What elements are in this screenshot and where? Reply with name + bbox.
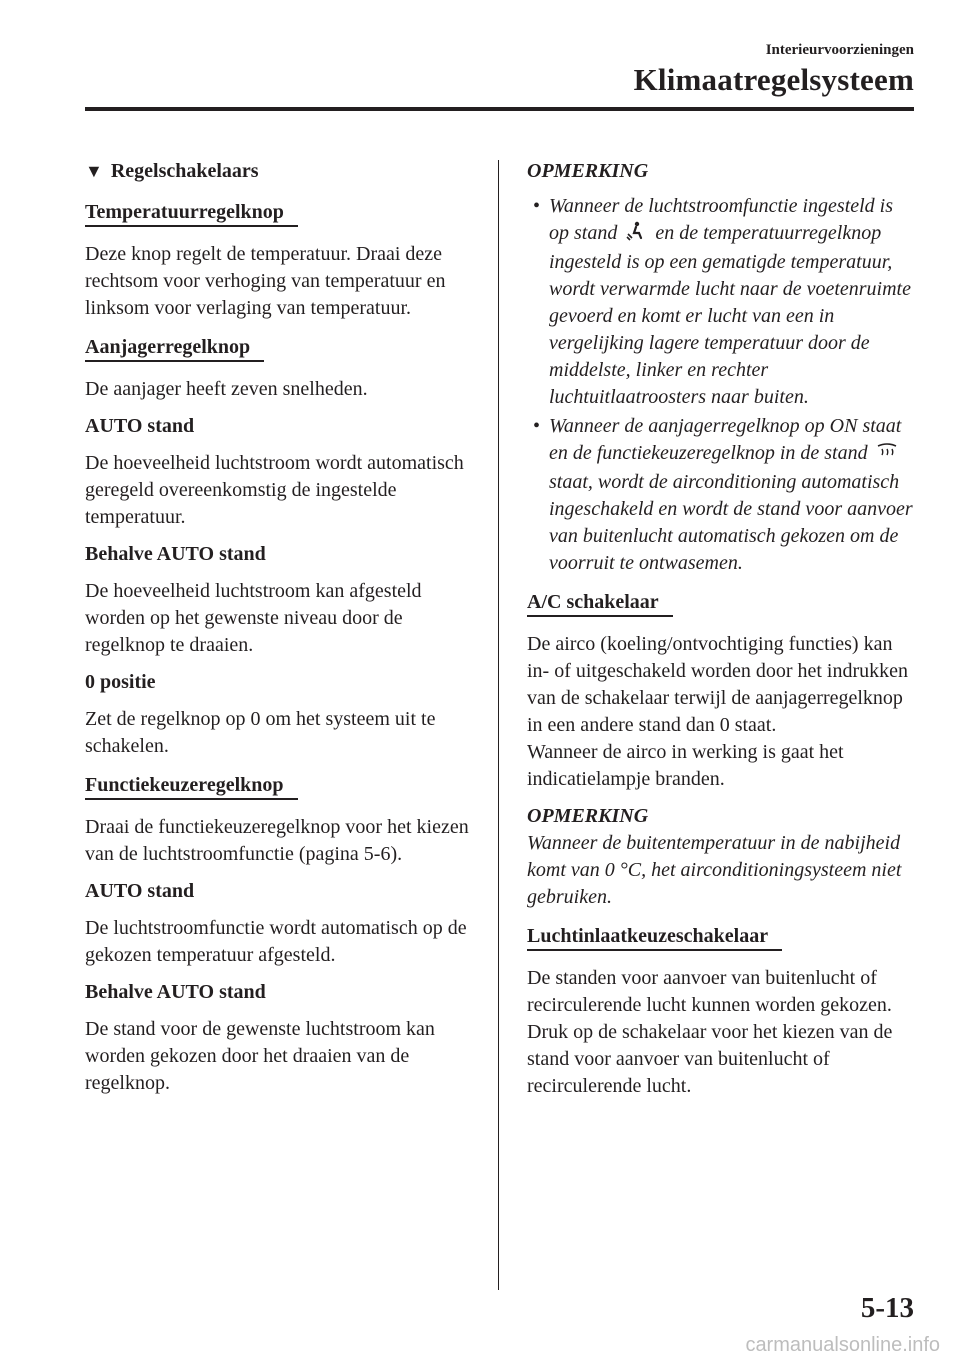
note1-item1-pre: Wanneer de luchtstroomfunctie ingesteld is op stand (549, 195, 894, 244)
fan-other-text: De hoeveelheid luchtstroom kan afgesteld worden op het gewenste niveau door de regelknop te draaien. (85, 580, 422, 656)
right-column (527, 158, 917, 1110)
mode-auto-text: De luchtstroomfunctie wordt automatisch op de gekozen temperatuur afgesteld. (85, 917, 467, 966)
note1-list (527, 193, 917, 577)
note2-title: OPMERKING (527, 805, 649, 827)
mode-auto-label: AUTO stand (85, 880, 195, 902)
intake-text: De standen voor aanvoer van buitenlucht of recirculerende lucht kunnen worden gekozen. Druk op de schakelaar voor het kiezen van de stand voor aanvoer van buitenlucht of recirculerende lucht. (527, 967, 893, 1097)
fan-auto-label: AUTO stand (85, 415, 195, 437)
watermark: carmanualsonline.info (745, 1334, 940, 1356)
column-divider (498, 160, 499, 1290)
main-heading-text: Regelschakelaars (110, 160, 259, 182)
windshield-defrost-icon (877, 441, 897, 469)
left-column (85, 158, 470, 1107)
list-item (527, 193, 917, 411)
ac-text2: Wanneer de airco in werking is gaat het indicatielampje branden. (527, 741, 844, 790)
main-heading (85, 158, 470, 185)
note1-item2-pre: Wanneer de aanjagerregelknop op ON staat en de functiekeuzeregelknop in de stand (549, 415, 902, 464)
seat-floor-airflow-icon (626, 221, 646, 249)
mode-heading: Functiekeuzeregelknop (85, 773, 298, 800)
triangle-icon: ▼ (85, 161, 103, 181)
intake-heading: Luchtinlaatkeuzeschakelaar (527, 924, 782, 951)
temp-heading: Temperatuurregelknop (85, 200, 298, 227)
page-title: Klimaatregelsysteem (633, 62, 914, 97)
fan-text: De aanjager heeft zeven snelheden. (85, 378, 368, 400)
bullet: • (533, 195, 541, 217)
ac-text1: De airco (koeling/ontvochtiging functies) kan in- of uitgeschakeld worden door het indrukken van de schakelaar terwijl de aanjagerregelknop in een andere stand dan 0 staat. (527, 633, 909, 736)
fan-auto-text: De hoeveelheid luchtstroom wordt automatisch geregeld overeenkomstig de ingestelde temperatuur. (85, 452, 464, 528)
note2-text: Wanneer de buitentemperatuur in de nabijheid komt van 0 °C, het airconditioningsysteem niet gebruiken. (527, 832, 902, 908)
header-section: Interieurvoorzieningen (765, 42, 914, 58)
temp-text: Deze knop regelt de temperatuur. Draai deze rechtsom voor verhoging van temperatuur en linksom voor verlaging van temperatuur. (85, 243, 446, 319)
fan-other-label: Behalve AUTO stand (85, 543, 266, 565)
list-item (527, 413, 917, 577)
mode-text: Draai de functiekeuzeregelknop voor het kiezen van de luchtstroomfunctie (pagina 5-6). (85, 816, 469, 865)
mode-other-label: Behalve AUTO stand (85, 981, 266, 1003)
page-number: 5-13 (860, 1292, 914, 1324)
bullet: • (533, 415, 541, 437)
note1-item1-post: en de temperatuurregelknop ingesteld is op een gematigde temperatuur, wordt verwarmde lucht naar de voetenruimte gevoerd en komt er lucht van een in vergelijking lagere temperatuur door de middelste, linker en rechter luchtuitlaatroosters naar buiten. (549, 222, 911, 408)
ac-heading: A/C schakelaar (527, 590, 673, 617)
fan-zero-text: Zet de regelknop op 0 om het systeem uit te schakelen. (85, 708, 436, 757)
header-rule (85, 107, 914, 111)
note1-item2-post: staat, wordt de airconditioning automatisch ingeschakeld en wordt de stand voor aanvoer van buitenlucht automatisch gekozen om de voorruit te ontwasemen. (549, 471, 913, 574)
mode-other-text: De stand voor de gewenste luchtstroom kan worden gekozen door het draaien van de regelknop. (85, 1018, 435, 1094)
fan-heading: Aanjagerregelknop (85, 335, 264, 362)
note1-title: OPMERKING (527, 160, 649, 182)
fan-zero-label: 0 positie (85, 671, 156, 693)
